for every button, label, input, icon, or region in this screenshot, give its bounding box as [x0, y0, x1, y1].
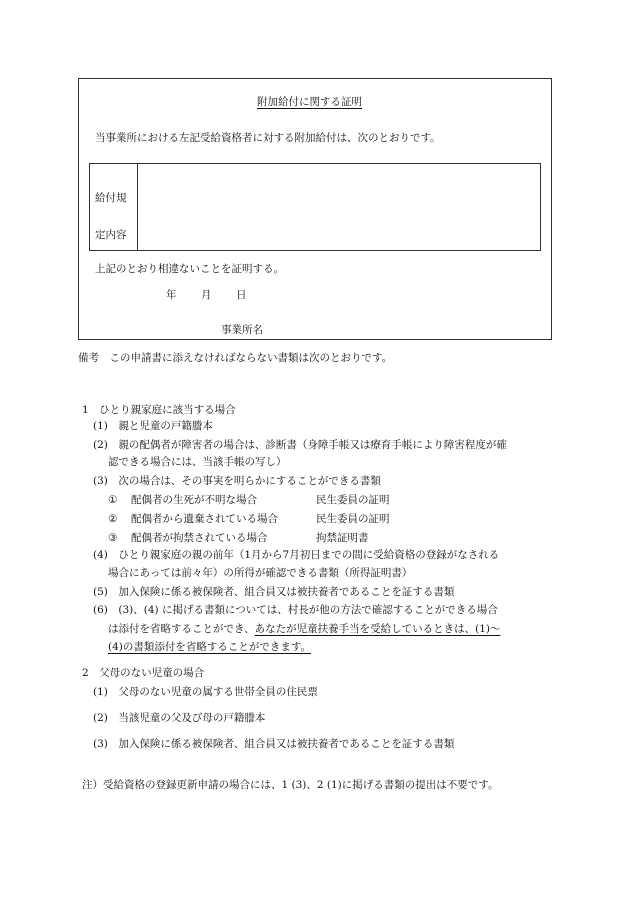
sub-item-doc: 拘禁証明書 [316, 532, 369, 544]
s1-item-1: (1) 親と児童の戸籍謄本 [93, 420, 213, 432]
section1-heading: 1 ひとり親家庭に該当する場合 [82, 404, 236, 416]
certificate-title: 附加給付に関する証明 [257, 96, 362, 108]
sub-item-mark: ③ [108, 532, 118, 544]
date-month-label: 月 [201, 289, 212, 301]
s1-item-6-line3: (4)の書類添付を省略することができます。 [108, 641, 312, 653]
s1-item-6-line1: (6) (3)、(4) に掲げる書類については、村長が他の方法で確認することができる場合 [93, 604, 498, 616]
sub-item-mark: ① [108, 494, 118, 506]
section2-heading: 2 父母のない児童の場合 [82, 667, 205, 679]
s1-item-6-line2 [108, 624, 500, 635]
date-day-label: 日 [236, 289, 247, 301]
s1-item-5: (5) 加入保険に係る被保険者、組合員又は被扶養者であることを証する書類 [93, 586, 455, 598]
notes-intro: 備考 この申請書に添えなければならない書類は次のとおりです。 [78, 352, 393, 364]
s1-item-2-line1: (2) 親の配偶者が障害者の場合は、診断書（身障手帳又は療育手帳により障害程度が確 [93, 439, 507, 451]
sub-item-case: 配偶者から遺棄されている場合 [131, 513, 278, 525]
table-divider [137, 163, 138, 251]
confirmation-text: 上記のとおり相違ないことを証明する。 [95, 263, 284, 275]
field-label-line1: 給付規 [95, 192, 127, 204]
sub-item-doc: 民生委員の証明 [316, 513, 390, 525]
certificate-statement: 当事業所における左記受給資格者に対する附加給付は、次のとおりです。 [95, 132, 441, 144]
field-label-line2: 定内容 [95, 229, 127, 241]
s1-item-2-line2: 認できる場合には、当該手帳の写し） [108, 456, 287, 468]
s1-item-6-line2-underlined: あなたが児童扶養手当を受給しているときは、(1)～ [254, 623, 501, 635]
benefit-content-table [89, 163, 541, 251]
s1-item-4-line2: 場合にあっては前々年）の所得が確認できる書類（所得証明書） [108, 567, 413, 579]
s2-item-1: (1) 父母のない児童の属する世帯全員の住民票 [93, 686, 318, 698]
s1-item-6-line2-plain: は添付を省略することができ、 [108, 623, 255, 635]
s2-item-3: (3) 加入保険に係る被保険者、組合員又は被扶養者であることを証する書類 [93, 738, 455, 750]
s1-item-3: (3) 次の場合は、その事実を明らかにすることができる書類 [93, 475, 381, 487]
sub-item-case: 配偶者が拘禁されている場合 [131, 532, 268, 544]
sub-item-case: 配偶者の生死が不明な場合 [131, 494, 257, 506]
date-year-label: 年 [166, 289, 177, 301]
s1-item-4-line1: (4) ひとり親家庭の親の前年（1月から7月初日までの間に受給資格の登録がなされる [93, 549, 500, 561]
s2-item-2: (2) 当該児童の父及び母の戸籍謄本 [93, 712, 266, 724]
office-name-label: 事業所名 [221, 324, 263, 336]
sub-item-doc: 民生委員の証明 [316, 494, 390, 506]
footnote: 注）受給資格の登録更新申請の場合には、1 (3)、2 (1)に掲げる書類の提出は不要です。 [82, 779, 499, 791]
sub-item-mark: ② [108, 513, 118, 525]
